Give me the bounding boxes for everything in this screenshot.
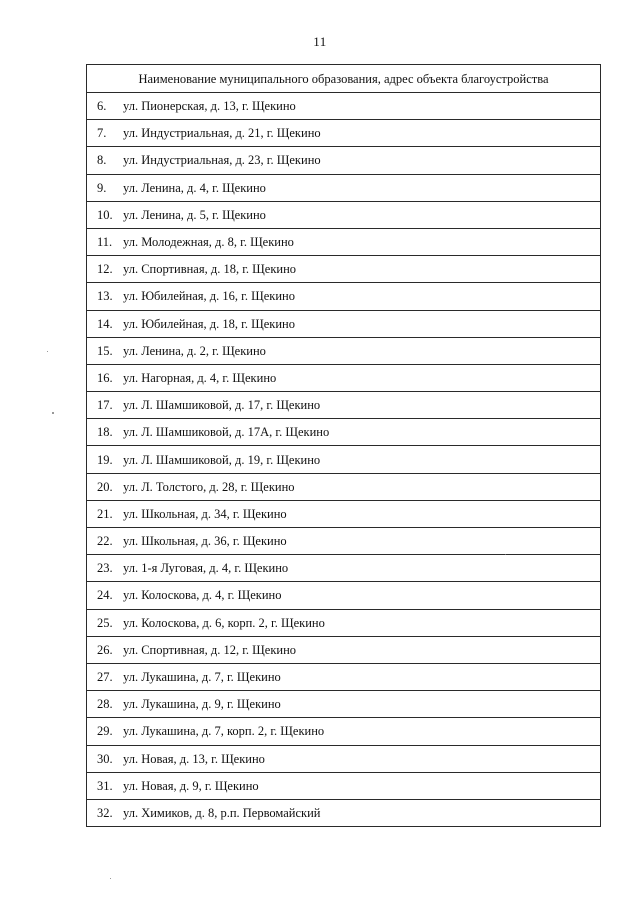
- address-cell: [87, 120, 601, 147]
- address-cell: [87, 609, 601, 636]
- address-cell: [87, 799, 601, 826]
- object-address: ул. Школьная, д. 36, г. Щекино: [123, 534, 287, 549]
- object-address: ул. Л. Шамшиковой, д. 19, г. Щекино: [123, 452, 321, 467]
- table-row: [87, 582, 601, 609]
- row-number: 11.: [97, 235, 113, 250]
- object-address: ул. Ленина, д. 2, г. Щекино: [123, 343, 266, 358]
- object-address: ул. Спортивная, д. 12, г. Щекино: [123, 642, 297, 657]
- row-number: 23.: [97, 561, 113, 576]
- table-row: [87, 772, 601, 799]
- object-address: ул. Молодежная, д. 8, г. Щекино: [123, 235, 294, 250]
- table-row: [87, 228, 601, 255]
- address-cell: [87, 500, 601, 527]
- object-address: ул. Ленина, д. 4, г. Щекино: [123, 180, 266, 195]
- object-address: ул. Новая, д. 9, г. Щекино: [123, 778, 259, 793]
- page-number: 11: [313, 34, 327, 49]
- row-number: 10.: [97, 207, 113, 222]
- object-address: ул. Ленина, д. 5, г. Щекино: [123, 207, 266, 222]
- row-number: 8.: [97, 153, 107, 168]
- table-row: [87, 718, 601, 745]
- address-cell: [87, 147, 601, 174]
- table-row: [87, 364, 601, 391]
- row-number: 15.: [97, 343, 113, 358]
- row-number: 26.: [97, 642, 113, 657]
- table-row: [87, 392, 601, 419]
- objects-table: [86, 64, 601, 827]
- table-row: [87, 337, 601, 364]
- row-number: 12.: [97, 262, 113, 277]
- row-number: 27.: [97, 670, 113, 685]
- object-address: ул. Новая, д. 13, г. Щекино: [123, 751, 265, 766]
- address-cell: [87, 201, 601, 228]
- row-number: 31.: [97, 778, 113, 793]
- row-number: 16.: [97, 370, 113, 385]
- table-row: [87, 174, 601, 201]
- table-row: [87, 691, 601, 718]
- table-row: [87, 636, 601, 663]
- address-cell: [87, 745, 601, 772]
- table-row: [87, 609, 601, 636]
- table-row: [87, 310, 601, 337]
- address-cell: [87, 93, 601, 120]
- scan-speck: [505, 554, 506, 555]
- address-cell: [87, 582, 601, 609]
- row-number: 6.: [97, 99, 107, 114]
- object-address: ул. 1-я Луговая, д. 4, г. Щекино: [123, 561, 289, 576]
- object-address: ул. Лукашина, д. 9, г. Щекино: [123, 697, 281, 712]
- address-cell: [87, 337, 601, 364]
- object-address: ул. Пионерская, д. 13, г. Щекино: [123, 99, 296, 114]
- table-body: [87, 93, 601, 827]
- address-cell: [87, 446, 601, 473]
- address-cell: [87, 256, 601, 283]
- table-row: [87, 147, 601, 174]
- address-cell: [87, 364, 601, 391]
- table-row: [87, 799, 601, 826]
- object-address: ул. Лукашина, д. 7, г. Щекино: [123, 670, 281, 685]
- table-row: [87, 745, 601, 772]
- address-cell: [87, 392, 601, 419]
- object-address: ул. Юбилейная, д. 16, г. Щекино: [123, 289, 295, 304]
- row-number: 22.: [97, 534, 113, 549]
- table-row: [87, 419, 601, 446]
- table-row: [87, 93, 601, 120]
- scan-speck: [52, 412, 54, 414]
- table-row: [87, 283, 601, 310]
- table-row: [87, 663, 601, 690]
- table-row: [87, 256, 601, 283]
- table-row: [87, 201, 601, 228]
- object-address: ул. Колоскова, д. 6, корп. 2, г. Щекино: [123, 615, 325, 630]
- row-number: 13.: [97, 289, 113, 304]
- object-address: ул. Л. Толстого, д. 28, г. Щекино: [123, 479, 295, 494]
- object-address: ул. Химиков, д. 8, р.п. Первомайский: [123, 805, 321, 820]
- row-number: 9.: [97, 180, 107, 195]
- address-cell: [87, 691, 601, 718]
- row-number: 17.: [97, 398, 113, 413]
- object-address: ул. Индустриальная, д. 23, г. Щекино: [123, 153, 321, 168]
- table-header-cell: Наименование муниципального образования, адрес объекта благоустройства: [87, 65, 601, 93]
- row-number: 24.: [97, 588, 113, 603]
- object-address: ул. Колоскова, д. 4, г. Щекино: [123, 588, 282, 603]
- row-number: 32.: [97, 805, 113, 820]
- address-cell: [87, 228, 601, 255]
- address-cell: [87, 174, 601, 201]
- table-row: [87, 473, 601, 500]
- address-cell: [87, 473, 601, 500]
- object-address: ул. Юбилейная, д. 18, г. Щекино: [123, 316, 295, 331]
- table-row: [87, 500, 601, 527]
- table-row: [87, 555, 601, 582]
- address-cell: [87, 283, 601, 310]
- object-address: ул. Нагорная, д. 4, г. Щекино: [123, 370, 277, 385]
- address-cell: [87, 772, 601, 799]
- row-number: 18.: [97, 425, 113, 440]
- object-address: ул. Индустриальная, д. 21, г. Щекино: [123, 126, 321, 141]
- row-number: 25.: [97, 615, 113, 630]
- address-cell: [87, 555, 601, 582]
- address-cell: [87, 663, 601, 690]
- object-address: ул. Лукашина, д. 7, корп. 2, г. Щекино: [123, 724, 325, 739]
- table-header-row: [87, 65, 601, 93]
- scan-speck: [47, 351, 48, 352]
- address-cell: [87, 419, 601, 446]
- object-address: ул. Л. Шамшиковой, д. 17, г. Щекино: [123, 398, 321, 413]
- row-number: 29.: [97, 724, 113, 739]
- row-number: 28.: [97, 697, 113, 712]
- table-row: [87, 120, 601, 147]
- row-number: 19.: [97, 452, 113, 467]
- row-number: 30.: [97, 751, 113, 766]
- row-number: 7.: [97, 126, 107, 141]
- object-address: ул. Л. Шамшиковой, д. 17А, г. Щекино: [123, 425, 330, 440]
- table-row: [87, 528, 601, 555]
- address-cell: [87, 718, 601, 745]
- row-number: 21.: [97, 506, 113, 521]
- object-address: ул. Спортивная, д. 18, г. Щекино: [123, 262, 297, 277]
- object-address: ул. Школьная, д. 34, г. Щекино: [123, 506, 287, 521]
- address-cell: [87, 636, 601, 663]
- table-row: [87, 446, 601, 473]
- row-number: 20.: [97, 479, 113, 494]
- scan-speck: [110, 878, 111, 879]
- row-number: 14.: [97, 316, 113, 331]
- address-cell: [87, 310, 601, 337]
- address-cell: [87, 528, 601, 555]
